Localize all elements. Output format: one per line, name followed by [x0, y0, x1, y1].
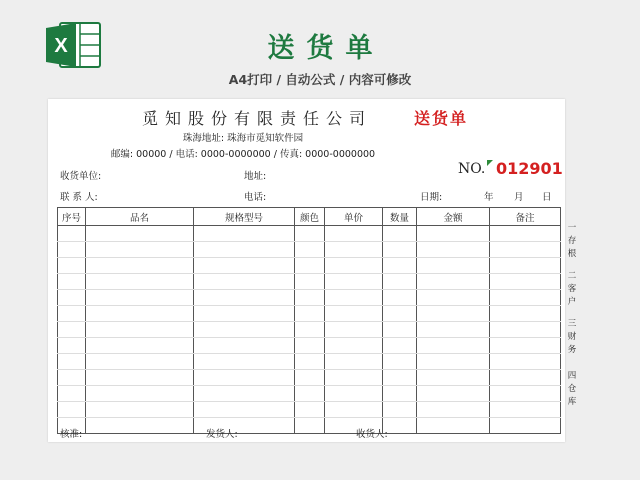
table-cell[interactable]	[490, 418, 561, 434]
table-cell[interactable]	[86, 418, 194, 434]
table-cell[interactable]	[490, 242, 561, 258]
table-cell[interactable]	[383, 274, 417, 290]
table-cell[interactable]	[383, 338, 417, 354]
table-cell[interactable]	[417, 370, 490, 386]
table-cell[interactable]	[194, 354, 295, 370]
column-header: 金额	[417, 208, 490, 226]
table-cell[interactable]	[86, 370, 194, 386]
table-cell[interactable]	[325, 386, 383, 402]
sender-label: 发货人:	[206, 429, 238, 440]
table-row	[58, 338, 561, 354]
copy-char: 仓	[567, 384, 577, 394]
table-cell[interactable]	[58, 386, 86, 402]
column-header: 规格型号	[194, 208, 295, 226]
cell-comment-marker	[487, 160, 493, 166]
table-cell[interactable]	[417, 338, 490, 354]
year-label: 年	[484, 192, 494, 203]
column-header: 颜色	[295, 208, 325, 226]
table-cell[interactable]	[325, 258, 383, 274]
table-cell[interactable]	[295, 226, 325, 242]
table-cell[interactable]	[383, 290, 417, 306]
table-cell[interactable]	[490, 274, 561, 290]
table-cell[interactable]	[194, 370, 295, 386]
column-header: 单价	[325, 208, 383, 226]
day-label: 日	[542, 192, 552, 203]
table-cell[interactable]	[417, 306, 490, 322]
table-cell[interactable]	[325, 338, 383, 354]
copy-char: 库	[567, 397, 577, 407]
table-cell[interactable]	[58, 370, 86, 386]
table-cell[interactable]	[490, 354, 561, 370]
table-cell[interactable]	[383, 370, 417, 386]
table-cell[interactable]	[86, 290, 194, 306]
date-label: 日期:	[420, 192, 443, 203]
table-cell[interactable]	[417, 386, 490, 402]
table-row	[58, 418, 561, 434]
table-cell[interactable]	[490, 338, 561, 354]
table-cell[interactable]	[490, 370, 561, 386]
page-subtitle: A4打印 / 自动公式 / 内容可修改	[228, 72, 412, 87]
table-cell[interactable]	[295, 274, 325, 290]
document-type: 送货单	[414, 109, 469, 128]
table-cell[interactable]	[383, 242, 417, 258]
items-table	[57, 207, 561, 434]
table-cell[interactable]	[490, 322, 561, 338]
table-row	[58, 402, 561, 418]
table-cell[interactable]	[383, 386, 417, 402]
table-row	[58, 386, 561, 402]
table-cell[interactable]	[86, 354, 194, 370]
copy-char: 务	[567, 345, 577, 355]
table-row	[58, 322, 561, 338]
table-cell[interactable]	[295, 386, 325, 402]
column-header: 数量	[383, 208, 417, 226]
copy-char: 财	[567, 332, 577, 342]
table-cell[interactable]	[86, 274, 194, 290]
table-row	[58, 226, 561, 242]
table-cell[interactable]	[194, 338, 295, 354]
table-row	[58, 258, 561, 274]
table-cell[interactable]	[417, 258, 490, 274]
table-row	[58, 306, 561, 322]
table-cell[interactable]	[325, 226, 383, 242]
table-cell[interactable]	[194, 402, 295, 418]
table-row	[58, 290, 561, 306]
delivery-note-sheet	[48, 99, 565, 442]
phone-label: 电话:	[244, 192, 267, 203]
table-cell[interactable]	[86, 226, 194, 242]
table-cell[interactable]	[490, 226, 561, 242]
table-cell[interactable]	[86, 258, 194, 274]
table-cell[interactable]	[383, 402, 417, 418]
table-cell[interactable]	[295, 338, 325, 354]
table-cell[interactable]	[194, 322, 295, 338]
table-cell[interactable]	[86, 306, 194, 322]
table-cell[interactable]	[295, 322, 325, 338]
table-cell[interactable]	[86, 338, 194, 354]
table-cell[interactable]	[58, 354, 86, 370]
table-cell[interactable]	[325, 402, 383, 418]
table-cell[interactable]	[417, 354, 490, 370]
table-cell[interactable]	[86, 322, 194, 338]
copy-char: 一	[567, 223, 577, 233]
table-cell[interactable]	[383, 322, 417, 338]
table-cell[interactable]	[58, 226, 86, 242]
table-cell[interactable]	[58, 274, 86, 290]
number-value[interactable]: 012901	[496, 159, 563, 178]
table-cell[interactable]	[325, 322, 383, 338]
copy-char: 户	[567, 297, 577, 307]
copy-char: 客	[567, 284, 577, 294]
table-cell[interactable]	[86, 402, 194, 418]
table-cell[interactable]	[490, 306, 561, 322]
number-label: NO.	[458, 161, 486, 177]
table-cell[interactable]	[383, 306, 417, 322]
copy-char: 存	[567, 236, 577, 246]
company-contact: 邮编: 00000 / 电话: 0000-0000000 / 传真: 0000-0000000	[110, 149, 376, 160]
table-cell[interactable]	[490, 290, 561, 306]
table-cell[interactable]	[325, 274, 383, 290]
table-cell[interactable]	[417, 242, 490, 258]
table-cell[interactable]	[58, 306, 86, 322]
table-cell[interactable]	[417, 290, 490, 306]
company-address: 珠海地址: 珠海市觅知软件园	[182, 133, 304, 144]
table-cell[interactable]	[295, 354, 325, 370]
copy-char: 二	[567, 271, 577, 281]
table-cell[interactable]	[58, 402, 86, 418]
table-cell[interactable]	[86, 386, 194, 402]
table-cell[interactable]	[194, 274, 295, 290]
table-cell[interactable]	[58, 258, 86, 274]
table-cell[interactable]	[383, 354, 417, 370]
contact-person-label: 联 系 人:	[60, 192, 98, 203]
table-row	[58, 354, 561, 370]
table-cell[interactable]	[490, 258, 561, 274]
table-cell[interactable]	[86, 242, 194, 258]
table-cell[interactable]	[325, 242, 383, 258]
table-cell[interactable]	[295, 418, 325, 434]
page-title: 送货单	[267, 33, 385, 64]
column-header: 备注	[490, 208, 561, 226]
table-cell[interactable]	[325, 306, 383, 322]
month-label: 月	[514, 192, 524, 203]
table-cell[interactable]	[417, 322, 490, 338]
table-cell[interactable]	[194, 258, 295, 274]
table-cell[interactable]	[194, 386, 295, 402]
table-row	[58, 370, 561, 386]
copy-char: 三	[567, 319, 577, 329]
approve-label: 核准:	[60, 429, 83, 440]
table-cell[interactable]	[417, 226, 490, 242]
table-cell[interactable]	[417, 274, 490, 290]
receiver-label: 收货单位:	[60, 171, 102, 182]
table-cell[interactable]	[295, 242, 325, 258]
table-cell[interactable]	[194, 290, 295, 306]
table-cell[interactable]	[58, 242, 86, 258]
copy-char: 四	[567, 371, 577, 381]
table-cell[interactable]	[325, 354, 383, 370]
table-cell[interactable]	[295, 306, 325, 322]
table-cell[interactable]	[58, 338, 86, 354]
copy-char: 根	[567, 249, 577, 259]
column-header: 品名	[86, 208, 194, 226]
table-cell[interactable]	[383, 226, 417, 242]
table-row	[58, 274, 561, 290]
table-cell[interactable]	[383, 258, 417, 274]
table-cell[interactable]	[58, 290, 86, 306]
table-cell[interactable]	[194, 226, 295, 242]
table-cell[interactable]	[325, 290, 383, 306]
table-cell[interactable]	[417, 402, 490, 418]
company-name: 觅知股份有限责任公司	[142, 109, 373, 128]
table-cell[interactable]	[58, 322, 86, 338]
table-cell[interactable]	[295, 402, 325, 418]
table-cell[interactable]	[490, 402, 561, 418]
table-header-row	[58, 208, 561, 226]
address-label: 地址:	[244, 171, 267, 182]
table-cell[interactable]	[295, 290, 325, 306]
table-cell[interactable]	[194, 242, 295, 258]
svg-text:X: X	[54, 35, 68, 57]
table-cell[interactable]	[194, 306, 295, 322]
table-cell[interactable]	[417, 418, 490, 434]
table-cell[interactable]	[295, 370, 325, 386]
table-cell[interactable]	[490, 386, 561, 402]
table-row	[58, 242, 561, 258]
table-cell[interactable]	[295, 258, 325, 274]
column-header: 序号	[58, 208, 86, 226]
consignee-label: 收货人:	[356, 429, 388, 440]
table-cell[interactable]	[325, 370, 383, 386]
